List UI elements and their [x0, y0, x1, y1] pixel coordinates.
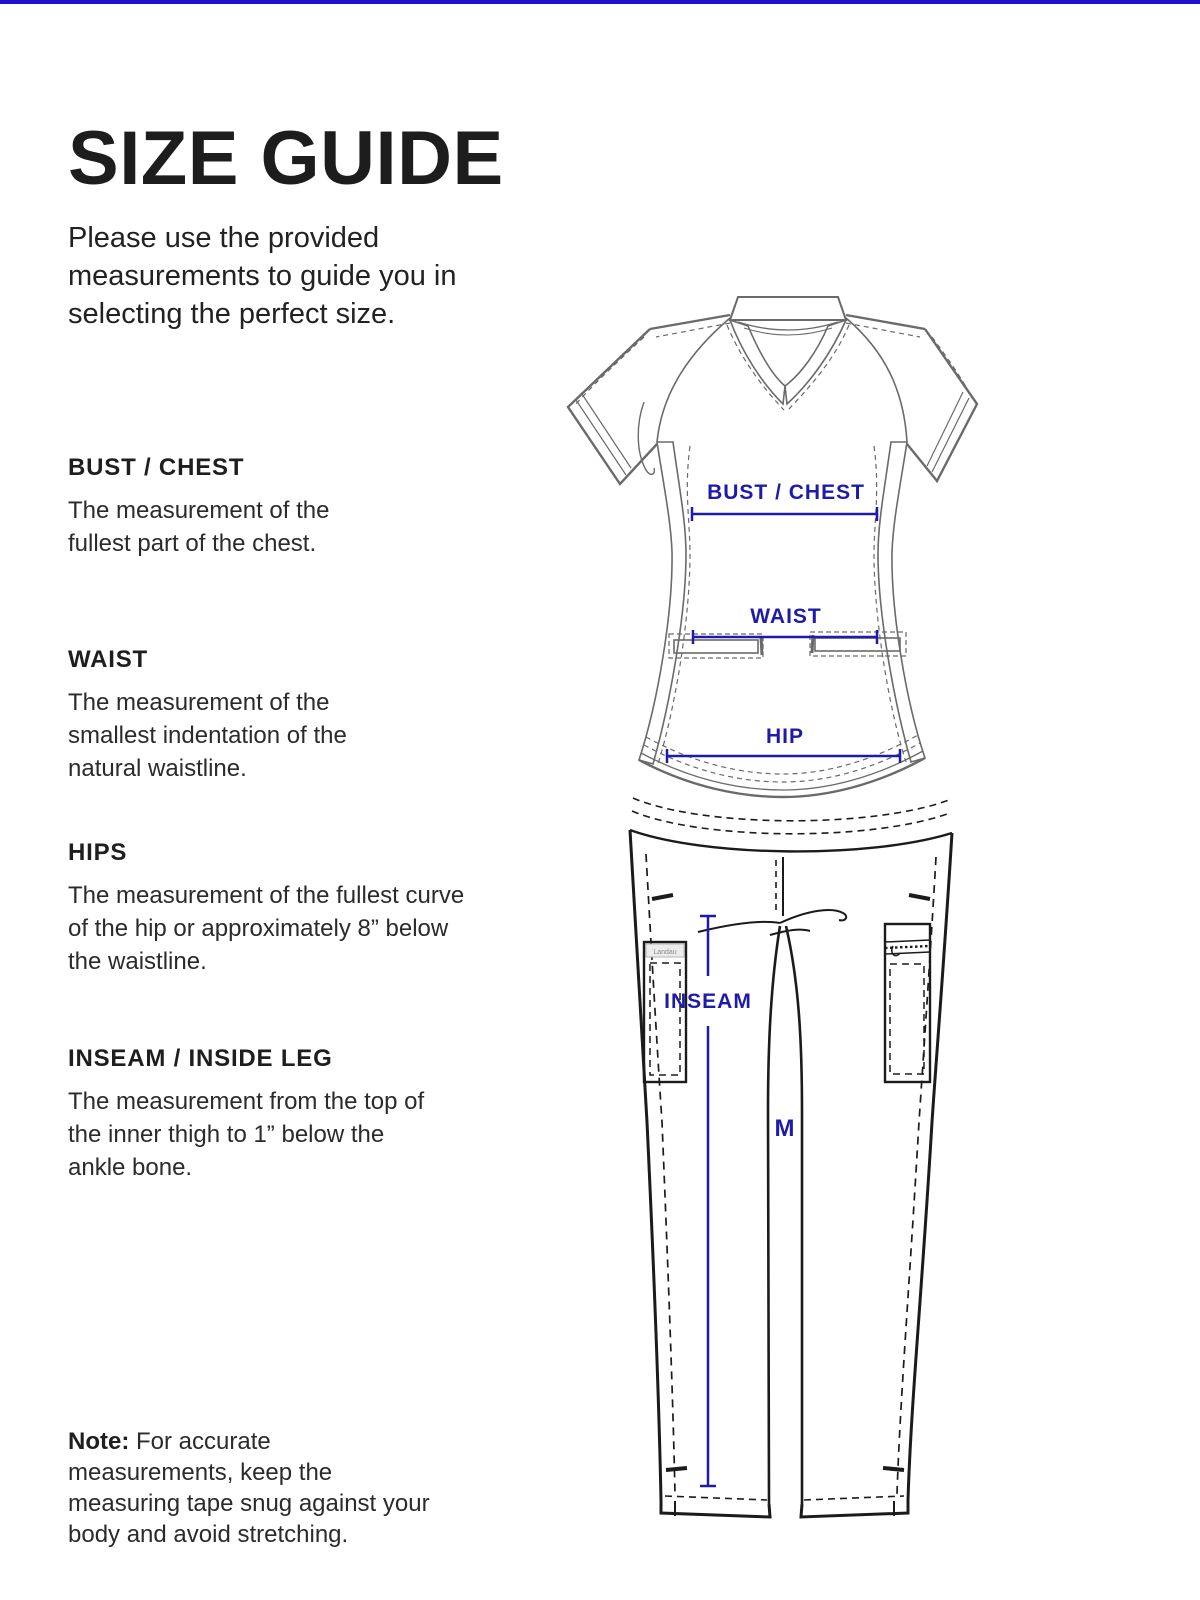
section-inseam	[68, 1045, 433, 1184]
section-waist	[68, 646, 398, 785]
section-inseam-body: The measurement from the top of the inner thigh to 1” below the ankle bone.	[68, 1088, 425, 1181]
hip-measure-label: HIP	[765, 725, 805, 748]
bust-measure	[692, 481, 877, 521]
section-inseam-heading: INSEAM / INSIDE LEG	[68, 1045, 333, 1072]
inseam-measure	[664, 916, 752, 1486]
section-waist-heading: WAIST	[68, 646, 148, 673]
section-bust-heading: BUST / CHEST	[68, 454, 245, 481]
inseam-measure-label: INSEAM	[664, 990, 752, 1013]
note-text	[68, 1426, 438, 1550]
size-letter-label: M	[774, 1115, 796, 1142]
note-body: For accurate measurements, keep the measuring tape snug against your body and avoid stretching.	[68, 1428, 430, 1548]
section-hips-heading: HIPS	[68, 839, 128, 866]
section-bust-body: The measurement of the fullest part of the chest.	[68, 497, 330, 557]
bust-measure-label: BUST / CHEST	[707, 481, 865, 504]
scrub-top-illustration	[568, 297, 977, 797]
section-bust-chest	[68, 454, 383, 560]
section-hips	[68, 839, 468, 978]
pocket-brand-label: Landau	[653, 949, 677, 956]
garment-measurement-diagram	[540, 282, 1000, 1544]
measurement-annotations	[664, 481, 900, 1486]
waist-measure-label: WAIST	[750, 605, 822, 628]
intro-text: Please use the provided measurements to guide you in selecting the perfect size.	[68, 222, 457, 330]
bust-measure-line	[692, 507, 877, 521]
section-hips-body: The measurement of the fullest curve of the hip or approximately 8” below the waistline.	[68, 882, 465, 975]
hip-measure	[667, 725, 900, 763]
section-waist-body: The measurement of the smallest indentation of the natural waistline.	[68, 689, 347, 782]
scrub-pants-illustration	[630, 798, 952, 1517]
waist-measure	[693, 605, 877, 644]
note-label: Note:	[68, 1428, 130, 1455]
page-title: SIZE GUIDE	[68, 115, 504, 201]
hip-measure-line	[667, 749, 900, 763]
waist-measure-line	[693, 630, 877, 644]
welt-pocket-right	[810, 632, 906, 656]
